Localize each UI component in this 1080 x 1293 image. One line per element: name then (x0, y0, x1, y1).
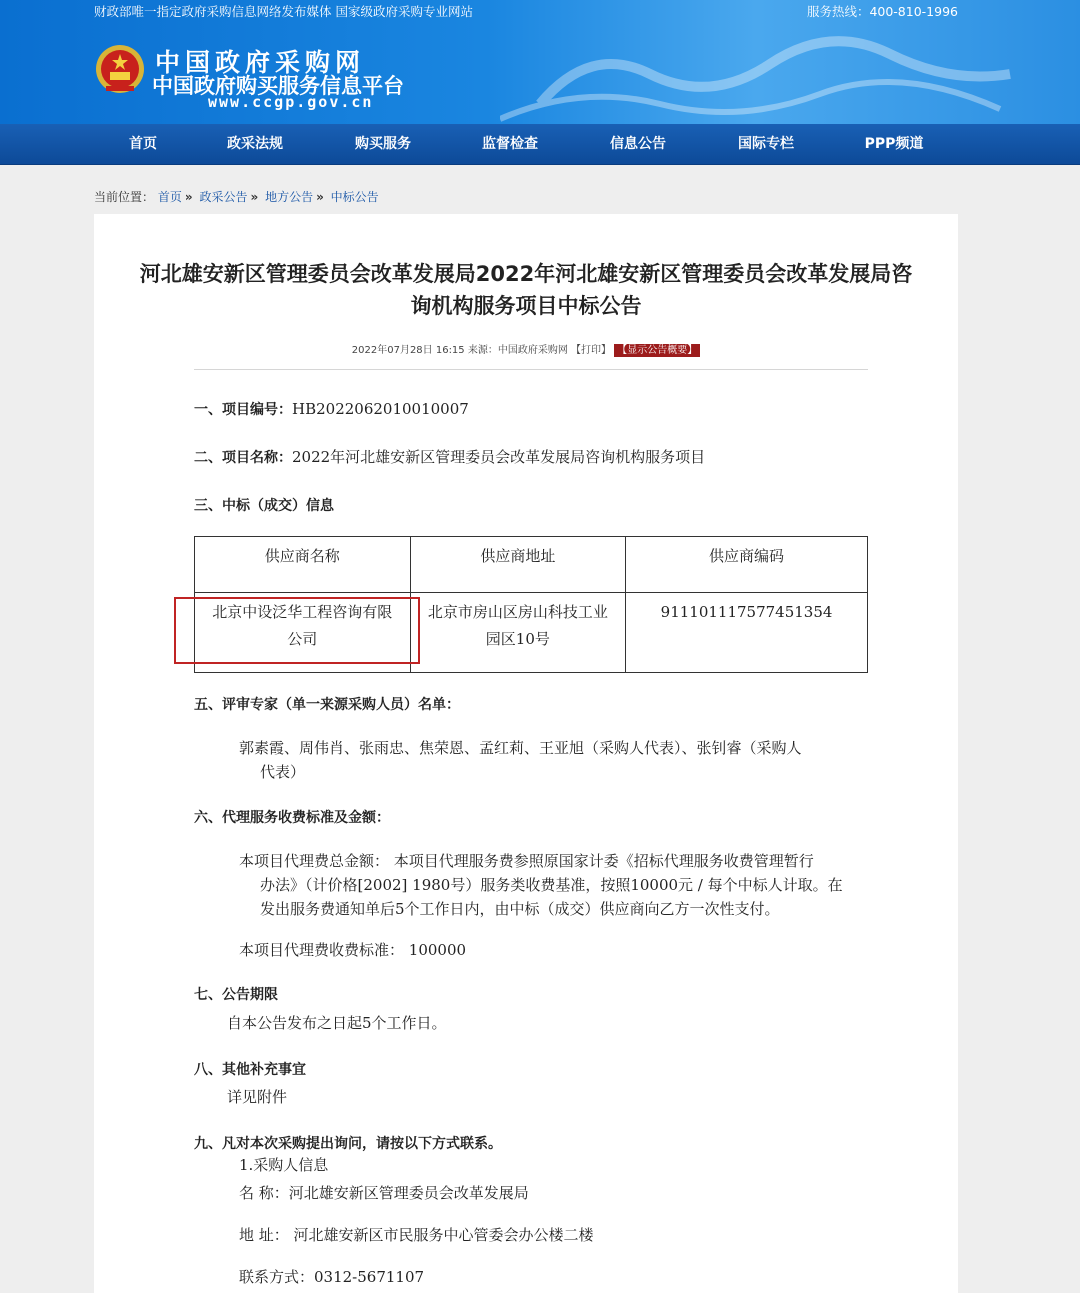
breadcrumb-separator: » (316, 190, 324, 204)
nav-announcements[interactable]: 信息公告 (610, 136, 666, 152)
logo-subtitle[interactable]: 中国政府购买服务信息平台 (152, 74, 404, 98)
article-panel (94, 214, 958, 1293)
agency-fee-text (239, 849, 843, 921)
table-header: 供应商名称 (195, 537, 411, 593)
site-tagline: 财政部唯一指定政府采购信息网络发布媒体 国家级政府采购专业网站 (94, 4, 473, 19)
section-contact: 九、凡对本次采购提出询问，请按以下方式联系。 (194, 1136, 502, 1152)
top-bar (94, 2, 958, 20)
section-label: 二、项目名称： (194, 450, 292, 466)
project-name: 2022年河北雄安新区管理委员会改革发展局咨询机构服务项目 (292, 448, 706, 466)
nav-ppp[interactable]: PPP频道 (864, 136, 924, 152)
agency-fee-standard: 本项目代理费收费标准： 100000 (239, 941, 467, 959)
purchaser-name: 名 称：河北雄安新区管理委员会改革发展局 (239, 1184, 529, 1202)
section-experts: 五、评审专家（单一来源采购人员）名单： (194, 697, 460, 713)
notice-period-text: 自本公告发布之日起5个工作日。 (227, 1014, 447, 1032)
article-title (94, 258, 958, 322)
section-award-info: 三、中标（成交）信息 (194, 498, 334, 514)
service-hotline: 服务热线：400-810-1996 (806, 4, 958, 19)
article-meta (94, 341, 958, 356)
article-title-line: 河北雄安新区管理委员会改革发展局2022年河北雄安新区管理委员会改革发展局咨 (139, 262, 913, 286)
breadcrumb-separator: » (184, 190, 193, 204)
nav-international[interactable]: 国际专栏 (738, 136, 794, 152)
table-header-row (195, 537, 868, 593)
table-header: 供应商地址 (410, 537, 626, 593)
section-notice-period: 七、公告期限 (194, 987, 278, 1003)
experts-list (239, 736, 802, 784)
supplier-address-line: 园区10号 (485, 630, 550, 648)
section-project-number (194, 399, 469, 419)
supplier-name-line: 北京中设泛华工程咨询有限 (212, 603, 393, 621)
site-header (0, 0, 1080, 124)
nav-purchase-services[interactable]: 购买服务 (355, 136, 411, 152)
section-agency-fee: 六、代理服务收费标准及金额： (194, 810, 390, 826)
print-link[interactable]: 【打印】 (571, 345, 612, 356)
breadcrumb-separator: » (250, 190, 259, 204)
project-number: HB2022062010010007 (292, 400, 469, 418)
supplier-address-cell (410, 593, 626, 673)
table-header: 供应商编码 (626, 537, 868, 593)
text-line: 本项目代理费总金额： 本项目代理服务费参照原国家计委《招标代理服务收费管理暂行 (239, 852, 814, 870)
text-line: 代表） (260, 763, 306, 781)
breadcrumb-item-announcements[interactable]: 政采公告 (199, 190, 248, 204)
text-line: 办法》（计价格[2002] 1980号）服务类收费基准，按照10000元 / 每个中标人计取。在 (260, 876, 843, 894)
logo-title[interactable]: 中国政府采购网 (155, 48, 366, 77)
breadcrumb (94, 188, 379, 205)
purchaser-info-heading: 1.采购人信息 (239, 1156, 329, 1174)
supplier-name-line: 公司 (287, 630, 318, 648)
section-supplementary: 八、其他补充事宜 (194, 1062, 306, 1078)
supplier-address-line: 北京市房山区房山科技工业 (427, 603, 608, 621)
text-line: 发出服务费通知单后5个工作日内，由中标（成交）供应商向乙方一次性支付。 (260, 900, 780, 918)
supplier-code-cell: 911101117577451354 (626, 593, 868, 673)
nav-supervision[interactable]: 监督检查 (482, 136, 538, 152)
publish-date: 2022年07月28日 16:15 (351, 345, 465, 356)
breadcrumb-item-award[interactable]: 中标公告 (330, 190, 379, 204)
logo-url[interactable]: www.ccgp.gov.cn (208, 93, 374, 111)
national-emblem-icon[interactable] (94, 42, 146, 98)
article-title-line: 询机构服务项目中标公告 (410, 294, 642, 318)
nav-policy[interactable]: 政采法规 (227, 136, 283, 152)
nav-home[interactable]: 首页 (129, 136, 157, 152)
purchaser-address: 地 址： 河北雄安新区市民服务中心管委会办公楼二楼 (239, 1226, 594, 1244)
breadcrumb-item-local[interactable]: 地方公告 (265, 190, 314, 204)
cloud-decoration-icon (500, 24, 1020, 124)
breadcrumb-prefix: 当前位置： (94, 190, 155, 204)
main-nav (0, 124, 1080, 165)
text-line: 郭素霞、周伟肖、张雨忠、焦荣恩、孟红莉、王亚旭（采购人代表）、张钊睿（采购人 (239, 739, 802, 757)
divider (194, 369, 868, 370)
section-project-name (194, 446, 705, 467)
purchaser-contact: 联系方式：0312-5671107 (239, 1268, 425, 1286)
supplementary-text: 详见附件 (227, 1088, 288, 1106)
show-summary-button[interactable]: 【显示公告概要】 (614, 344, 700, 357)
highlight-box (174, 597, 420, 664)
article-source: 来源：中国政府采购网 (467, 345, 568, 356)
breadcrumb-item-home[interactable]: 首页 (157, 190, 182, 204)
section-label: 一、项目编号： (194, 402, 292, 418)
